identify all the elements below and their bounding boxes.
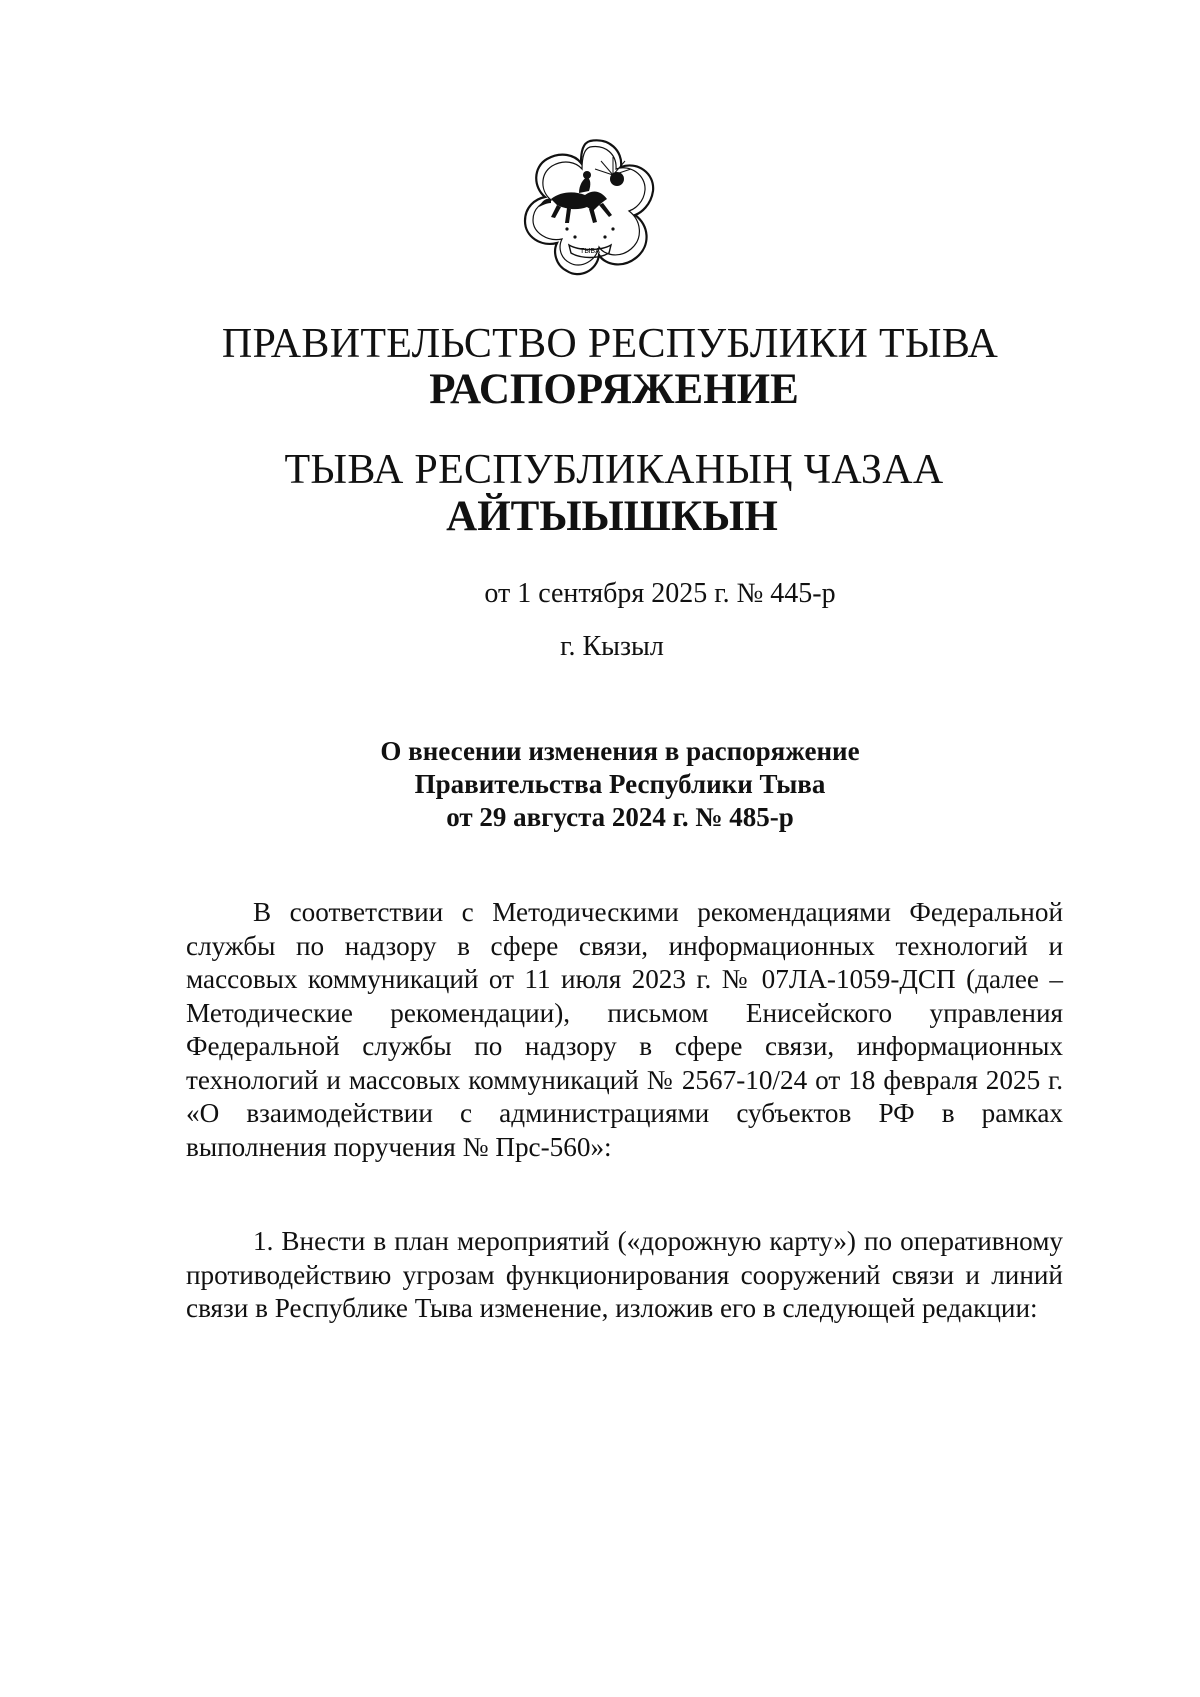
- document-type-tyv: АЙТЫЫШКЫН: [446, 493, 778, 540]
- body-paragraph-1: [186, 896, 1063, 1164]
- paragraph-2-text: 1. Внести в план мероприятий («дорожную карту») по оперативному противодействию угрозам функционирования сооружений связи и линий связи в Республике Тыва изменение, изложив его в следующей редакции:: [186, 1226, 1063, 1323]
- document-city: г. Кызыл: [560, 631, 664, 662]
- document-date-number: от 1 сентября 2025 г. № 445-р: [484, 578, 836, 609]
- document-type-ru: РАСПОРЯЖЕНИЕ: [429, 366, 799, 413]
- document-subject: [0, 735, 1200, 834]
- subject-line-1: О внесении изменения в распоряжение: [380, 736, 860, 766]
- government-title-tyv: ТЫВА РЕСПУБЛИКАНЫҢ ЧАЗАА: [284, 447, 944, 493]
- svg-text:ТЫВА: ТЫВА: [579, 247, 601, 255]
- paragraph-1-text: В соответствии с Методическими рекомендациями Федеральной службы по надзору в сфере связи, информационных технологий и массовых коммуникаций от 11 июля 2023 г. № 07ЛА-1059-ДСП (далее – Методические рекомендации), письмом Енисейского управления Федеральной службы по надзору в сфере связи, информационных технологий и массовых коммуникаций № 2567-10/24 от 18 февраля 2025 г. «О взаимодействии с администрациями субъектов РФ в рамках выполнения поручения № Прс-560»:: [186, 897, 1063, 1162]
- government-title-ru: ПРАВИТЕЛЬСТВО РЕСПУБЛИКИ ТЫВА: [221, 321, 999, 367]
- body-paragraph-2: [186, 1225, 1063, 1326]
- coat-of-arms-emblem: [517, 133, 663, 279]
- emblem-icon: [517, 133, 663, 279]
- subject-line-3: от 29 августа 2024 г. № 485-р: [446, 802, 794, 832]
- subject-line-2: Правительства Республики Тыва: [414, 769, 826, 799]
